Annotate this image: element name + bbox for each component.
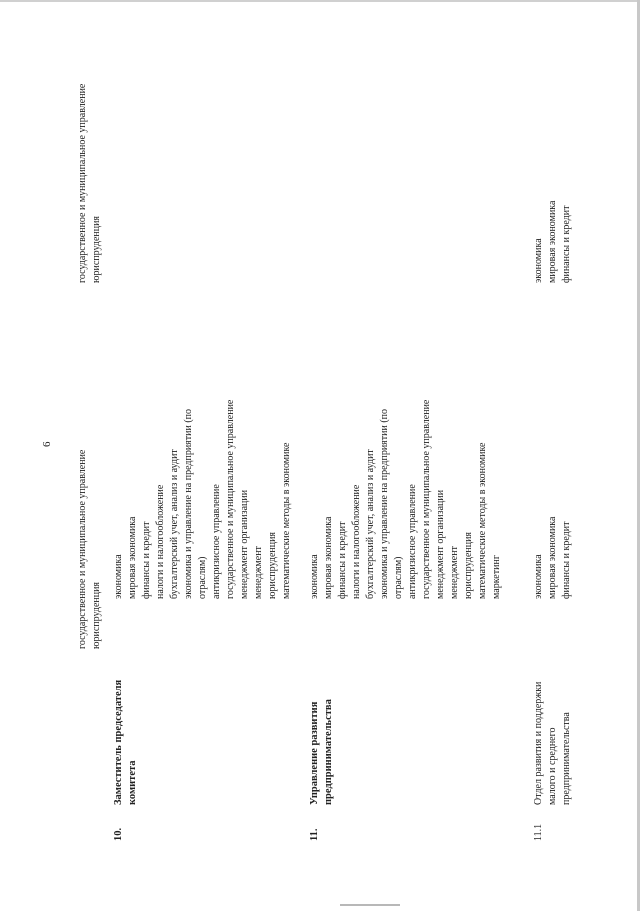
row10-col2-line: математические методы в экономике <box>281 442 292 599</box>
row10-col2 <box>112 400 294 599</box>
row0-col3 <box>76 84 104 283</box>
row11-col2-line: менеджмент <box>449 546 460 599</box>
row11-1-title-line: малого и среднего <box>547 727 558 805</box>
row11-col2-line: юриспруденция <box>463 531 474 599</box>
row10-col2-line: отраслям) <box>197 556 208 599</box>
page-number: 6 <box>41 441 53 447</box>
row11-col2-line: экономика и управление на предприятии (по <box>379 408 390 599</box>
row11-1-col3-line: финансы и кредит <box>561 205 572 283</box>
row11-1-title <box>532 682 574 805</box>
row10-number: 10. <box>113 827 124 841</box>
row11-col2-line: бухгалтерский учет, анализ и аудит <box>365 449 376 599</box>
row10-title <box>112 680 140 805</box>
row10-col2-line: юриспруденция <box>267 531 278 599</box>
row10-col2-line: антикризисное управление <box>211 484 222 599</box>
row11-col2-line: финансы и кредит <box>337 521 348 599</box>
row10-col2-line: менеджмент организации <box>239 489 250 599</box>
row11-title-line: предпринимательства <box>323 699 334 805</box>
row10-col2-line: мировая экономика <box>127 516 138 599</box>
row11-col2-line: мировая экономика <box>323 516 334 599</box>
row11-1-number: 11.1 <box>533 823 544 841</box>
row11-1-col2 <box>532 517 574 599</box>
row0-col2-line: государственное и муниципальное управление <box>77 449 88 649</box>
row11-col2-line: отраслям) <box>393 556 404 599</box>
row11-1-title-line: Отдел развития и поддержки <box>533 681 544 805</box>
row11-col2-line: антикризисное управление <box>407 484 418 599</box>
row10-col2-line: финансы и кредит <box>141 521 152 599</box>
row11-1-col3-line: экономика <box>533 238 544 283</box>
row11-title-line: Управление развития <box>309 701 320 805</box>
row11-1-col3 <box>532 201 574 283</box>
row10-col2-line: экономика и управление на предприятии (по <box>183 408 194 599</box>
row10-col2-line: менеджмент <box>253 546 264 599</box>
row11-1-col2-line: мировая экономика <box>547 516 558 599</box>
row11-col2-line: экономика <box>309 554 320 599</box>
row11-1-col3-line: мировая экономика <box>547 200 558 283</box>
row11-col2-line: математические методы в экономике <box>477 442 488 599</box>
row10-title-line: Заместитель председателя <box>113 679 124 805</box>
row11-col2-line: менеджмент организации <box>435 489 446 599</box>
row11-1-col2-line: экономика <box>533 554 544 599</box>
row11-col2-line: государственное и муниципальное управление <box>421 399 432 599</box>
row11-col2-line: налоги и налогообложение <box>351 484 362 599</box>
row0-col2 <box>76 450 104 649</box>
row10-title-line: комитета <box>127 760 138 805</box>
row11-title <box>308 699 336 805</box>
row0-col2-line: юриспруденция <box>91 581 102 649</box>
row11-1-title-line: предпринимательства <box>561 712 572 805</box>
row11-1-col2-line: финансы и кредит <box>561 521 572 599</box>
row11-col2-line: маркетинг <box>491 555 502 599</box>
row10-col2-line: налоги и налогообложение <box>155 484 166 599</box>
row10-col2-line: государственное и муниципальное управление <box>225 399 236 599</box>
row0-col3-line: государственное и муниципальное управление <box>77 83 88 283</box>
row10-col2-line: экономика <box>113 554 124 599</box>
row0-col3-line: юриспруденция <box>91 215 102 283</box>
row11-number: 11. <box>309 828 320 841</box>
row10-col2-line: бухгалтерский учет, анализ и аудит <box>169 449 180 599</box>
row11-col2 <box>308 400 504 599</box>
